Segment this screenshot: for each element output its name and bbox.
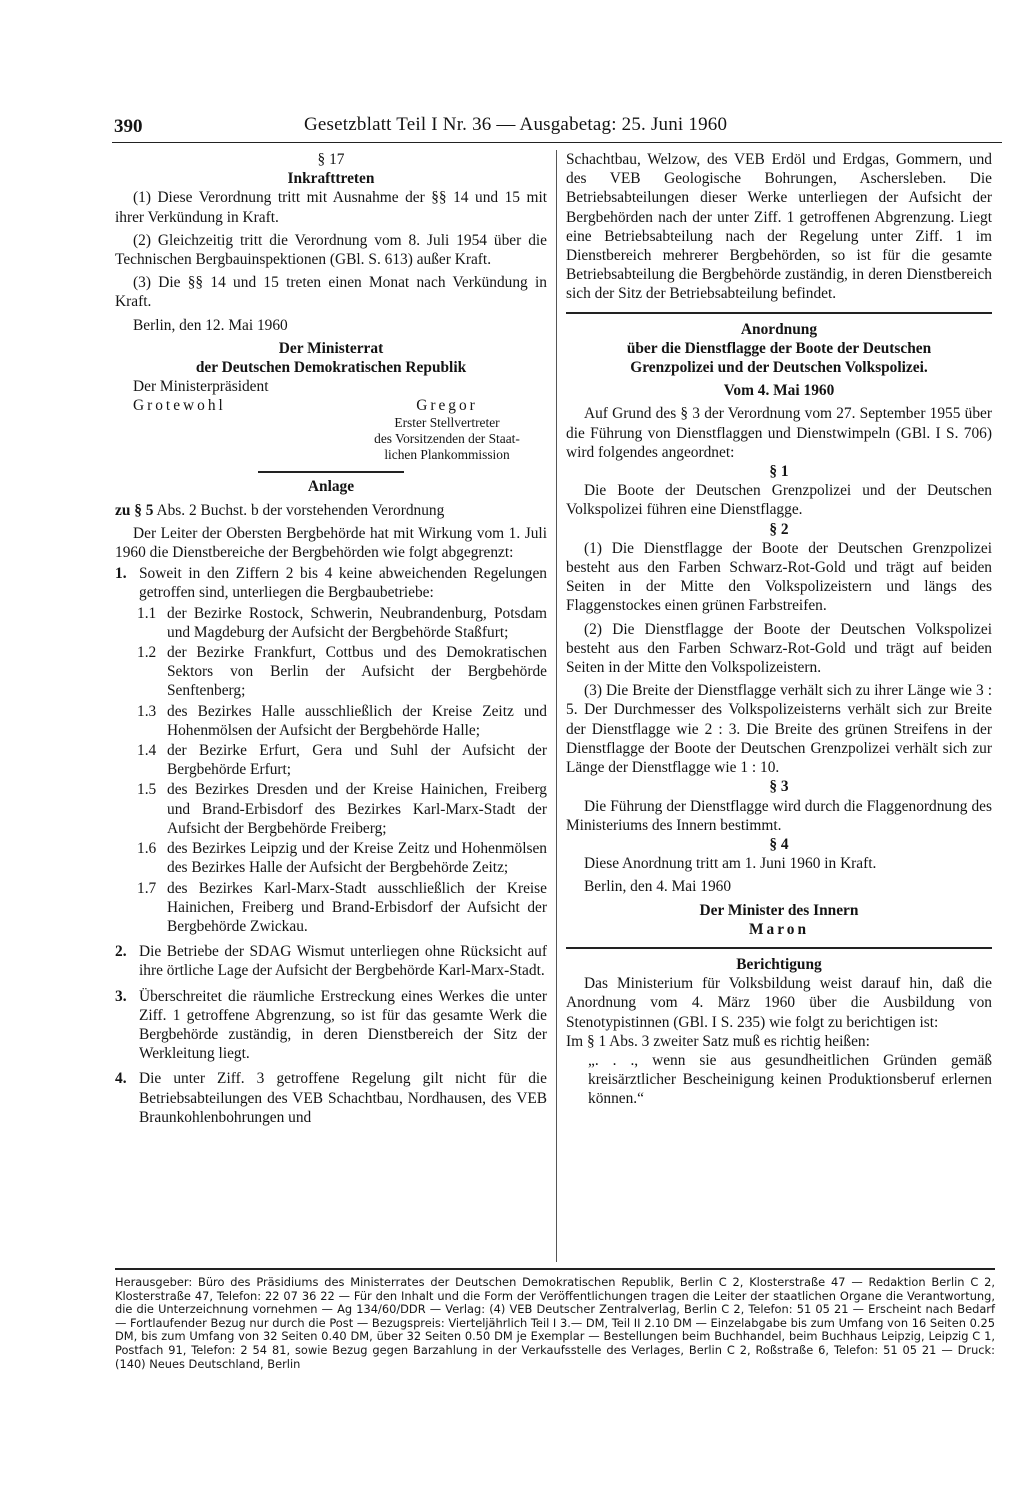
section-4-number: § 4 <box>769 835 789 853</box>
signature-left <box>115 377 343 463</box>
anlage-reference-bold: zu § 5 <box>115 501 154 519</box>
page-number: 390 <box>114 116 143 137</box>
signatory-right-role-2: des Vorsitzenden der Staat- <box>374 431 520 447</box>
signatory-right-role-3: lichen Plankommission <box>384 447 510 463</box>
list-item <box>115 987 547 1064</box>
sub-item <box>137 702 547 740</box>
sub-item <box>137 879 547 937</box>
list-item-text: Die unter Ziff. 3 getroffene Regelung gilt nicht für die Betriebsabteilungen des VEB Schachtbau, Nordhausen, des VEB Braunkohlenbohrungen und <box>139 1070 547 1126</box>
anordnung-preamble: Auf Grund des § 3 der Verordnung vom 27. September 1955 über die Führung von Dienstflaggen und Dienstwimpeln (GBl. I S. 706) wird folgendes angeordnet: <box>566 405 992 461</box>
issuing-authority-line-1: Der Ministerrat <box>278 339 384 357</box>
anordnung-date: Vom 4. Mai 1960 <box>723 382 835 400</box>
column-divider <box>556 150 557 1262</box>
anordnung-title: Anordnung <box>740 320 818 338</box>
anordnung-place-date: Berlin, den 4. Mai 1960 <box>584 878 732 896</box>
section-17-paragraph-1: (1) Diese Verordnung tritt mit Ausnahme der §§ 14 und 15 mit ihrer Verkündung in Kraft. <box>115 189 547 226</box>
sub-item-number: 1.3 <box>137 702 157 720</box>
sub-item-number: 1.4 <box>137 742 157 760</box>
left-column <box>115 150 547 1127</box>
anlage-intro: Der Leiter der Obersten Bergbehörde hat mit Wirkung vom 1. Juli 1960 die Dienstbereiche der Bergbehörden wie folgt abgegrenzt: <box>115 524 547 562</box>
minister-title: Der Minister des Innern <box>699 901 859 919</box>
section-3-text: Die Führung der Dienstflagge wird durch die Flaggenordnung des Ministeriums des Innern bestimmt. <box>566 797 992 834</box>
footer-rule <box>115 1268 995 1270</box>
section-rule <box>258 471 404 473</box>
section-3-number: § 3 <box>769 778 789 796</box>
berichtigung-title: Berichtigung <box>736 955 822 973</box>
list-item-text: Überschreitet die räumliche Erstreckung eines Werkes die unter Ziff. 1 getroffene Abgrenzung, so ist für das gesamte Werk die Bergbehörde zuständig, in deren Dienstbereich der Sitz der Werkleitung liegt. <box>139 987 547 1063</box>
signature-right <box>347 377 547 463</box>
sub-item <box>137 741 547 779</box>
running-head: Gesetzblatt Teil I Nr. 36 — Ausgabetag: 25. Juni 1960 <box>304 114 728 135</box>
page-footer <box>115 1268 995 1371</box>
section-2-number: § 2 <box>769 520 789 538</box>
issuing-authority-line-2: der Deutschen Demokratischen Republik <box>195 359 467 377</box>
sub-item-text: der Bezirke Rostock, Schwerin, Neubrandenburg, Potsdam und Magdeburg der Aufsicht der Bergbehörde Staßfurt; <box>167 604 547 641</box>
section-17-paragraph-3: (3) Die §§ 14 und 15 treten einen Monat nach Verkündung in Kraft. <box>115 274 547 311</box>
anlage-reference-rest: Abs. 2 Buchst. b der vorstehenden Verordnung <box>156 501 445 519</box>
signatory-right-role-1: Erster Stellvertreter <box>394 415 500 431</box>
sub-item <box>137 604 547 642</box>
signature-block <box>115 377 547 463</box>
section-17-title: Inkrafttreten <box>287 170 375 188</box>
list-item-number: 2. <box>115 943 127 961</box>
sub-item-number: 1.7 <box>137 879 157 897</box>
sub-item-number: 1.6 <box>137 840 157 858</box>
section-17-number: § 17 <box>317 151 345 168</box>
page-header <box>112 112 1002 144</box>
sub-item-number: 1.5 <box>137 781 157 799</box>
berichtigung-quote-intro: Im § 1 Abs. 3 zweiter Satz muß es richtig heißen: <box>566 1032 870 1050</box>
section-2-paragraph-3: (3) Die Breite der Dienstflagge verhält sich zu ihrer Länge wie 3 : 5. Der Durchmesser des Volkspolizeisterns verhält sich zur Breite der Dienstflagge wie 2 : 3. Die Breite des grünen Streifens in der Dienstflagge der Boote der Deutschen Grenzpolizei verhält sich zur Länge der Dienstflagge wie 1 : 10. <box>566 682 992 777</box>
berichtigung-quote: „. . ., wenn sie aus gesundheitlichen Gründen gemäß kreisärztlicher Bescheinigung keinen Produktionsberuf erlernen können.“ <box>588 1051 992 1108</box>
anlage-reference <box>115 501 547 520</box>
list-item <box>115 942 547 980</box>
continuation-text: Schachtbau, Welzow, des VEB Erdöl und Erdgas, Gommern, und des VEB Geologische Bohrungen, Aschersleben. Die Betriebsabteilungen dieser Werke unterliegen der Aufsicht der Bergbehörden nach der unter Ziff. 1 getroffenen Abgrenzung. Liegt eine Betriebsabteilung nach der Regelung unter Ziff. 1 im Dienstbereich mehrerer Bergbehörden, so ist für die gesamte Betriebsabteilung die Bergbehörde zuständig, in deren Dienstbereich sich der Sitz der Betriebsabteilung befindet. <box>566 151 992 303</box>
list-item-number: 4. <box>115 1070 127 1088</box>
sub-item-number: 1.1 <box>137 604 157 622</box>
sub-item <box>137 643 547 701</box>
imprint-text: Herausgeber: Büro des Präsidiums des Ministerrates der Deutschen Demokratischen Republik, Berlin C 2, Klosterstraße 47 — Redaktion Berlin C 2, Klosterstraße 47, Telefon: 22 07 36 22 — Für den Inhalt und die Form der Veröffentlichungen tragen die Leiter der staatlichen Organe die Verantwortung, die die Unterzeichnung vornehmen — Ag 134/60/DDR — Verlag: (4) VEB Deutscher Zentralverlag, Berlin C 2, Telefon: 51 05 21 — Erscheint nach Bedarf — Fortlaufender Bezug nur durch die Post — Bezugspreis: Vierteljährlich Teil I 3.— DM, Teil II 2.10 DM — Einzelabgabe bis zum Umfang von 16 Seiten 0.25 DM, bis zum Umfang von 32 Seiten 0.40 DM, über 32 Seiten 0.50 DM je Exemplar — Bestellungen beim Buchhandel, beim Buchhaus Leipzig, Leipzig C 1, Postfach 91, Telefon: 2 54 81, sowie Bezug gegen Barzahlung in der Verkaufsstelle des Verlages, Berlin C 2, Roßstraße 6, Telefon: 51 05 21 — Druck: (140) Neues Deutschland, Berlin <box>115 1275 995 1371</box>
sub-item-text: des Bezirkes Halle ausschließlich der Kreise Zeitz und Hohenmölsen der Aufsicht der Bergbehörde Halle; <box>167 702 547 739</box>
signatory-name: Grotewohl <box>133 397 226 415</box>
section-2-paragraph-2: (2) Die Dienstflagge der Boote der Deutschen Volkspolizei besteht aus den Farben Schwarz-Rot-Gold und trägt auf beiden Seiten in der Mitte den Volkspolizeistern. <box>566 620 992 677</box>
section-rule <box>566 947 992 949</box>
section-rule <box>566 312 992 314</box>
anordnung-subtitle-1: über die Dienstflagge der Boote der Deutschen <box>626 339 932 357</box>
right-column <box>566 150 992 1109</box>
list-item-text: Soweit in den Ziffern 2 bis 4 keine abweichenden Regelungen getroffen sind, unterliegen die Bergbaubetriebe: <box>139 565 547 602</box>
sub-item-text: der Bezirke Erfurt, Gera und Suhl der Aufsicht der Bergbehörde Erfurt; <box>167 742 547 779</box>
sub-item <box>137 780 547 838</box>
sub-item <box>137 839 547 877</box>
minister-name: Maron <box>748 920 810 938</box>
section-4-text: Diese Anordnung tritt am 1. Juni 1960 in Kraft. <box>584 855 877 873</box>
sub-item-text: des Bezirkes Karl-Marx-Stadt ausschließlich der Kreise Hainichen, Freiberg und Brand-Erbisdorf der Aufsicht der Bergbehörde Zwickau. <box>167 879 547 935</box>
anlage-title: Anlage <box>307 478 355 496</box>
anordnung-subtitle-2: Grenzpolizei und der Deutschen Volkspolizei. <box>630 359 928 377</box>
section-1-text: Die Boote der Deutschen Grenzpolizei und der Deutschen Volkspolizei führen eine Dienstflagge. <box>566 482 992 519</box>
section-2-paragraph-1: (1) Die Dienstflagge der Boote der Deutschen Grenzpolizei besteht aus den Farben Schwarz-Rot-Gold und trägt auf beiden Seiten in der Mitte den Volkspolizeistern und längs des Flaggenstockes einen grünen Farbstreifen. <box>566 539 992 615</box>
signatory-name-right: Gregor <box>416 397 478 415</box>
berichtigung-text: Das Ministerium für Volksbildung weist darauf hin, daß die Anordnung vom 4. März 1960 über die Ausbildung von Stenotypistinnen (GBl. I S. 235) wie folgt zu berichtigen ist: <box>566 975 992 1031</box>
list-item-text: Die Betriebe der SDAG Wismut unterliegen ohne Rücksicht auf ihre örtliche Lage der Aufsicht der Bergbehörde Karl-Marx-Stadt. <box>139 943 547 980</box>
section-1-number: § 1 <box>769 463 789 481</box>
sub-item-text: des Bezirkes Leipzig und der Kreise Zeitz und Hohenmölsen des Bezirkes Halle der Aufsicht der Bergbehörde Zeitz; <box>167 840 547 877</box>
sub-item-text: der Bezirke Frankfurt, Cottbus und des Demokratischen Sektors von Berlin der Aufsicht der Bergbehörde Senftenberg; <box>167 644 547 700</box>
list-item-number: 3. <box>115 987 127 1005</box>
list-item-number: 1. <box>115 565 127 583</box>
signatory-role: Der Ministerpräsident <box>133 378 269 396</box>
sub-item-text: des Bezirkes Dresden und der Kreise Hainichen, Freiberg und Brand-Erbisdorf des Bezirkes Karl-Marx-Stadt der Aufsicht der Bergbehörde Freiberg; <box>167 781 547 837</box>
sub-item-number: 1.2 <box>137 644 157 662</box>
place-date: Berlin, den 12. Mai 1960 <box>133 316 288 334</box>
section-17-paragraph-2: (2) Gleichzeitig tritt die Verordnung vom 8. Juli 1954 über die Technischen Bergbauinspektionen (GBl. S. 613) außer Kraft. <box>115 231 547 269</box>
list-item <box>115 1069 547 1127</box>
header-rule <box>112 142 1002 143</box>
list-item <box>115 564 547 602</box>
